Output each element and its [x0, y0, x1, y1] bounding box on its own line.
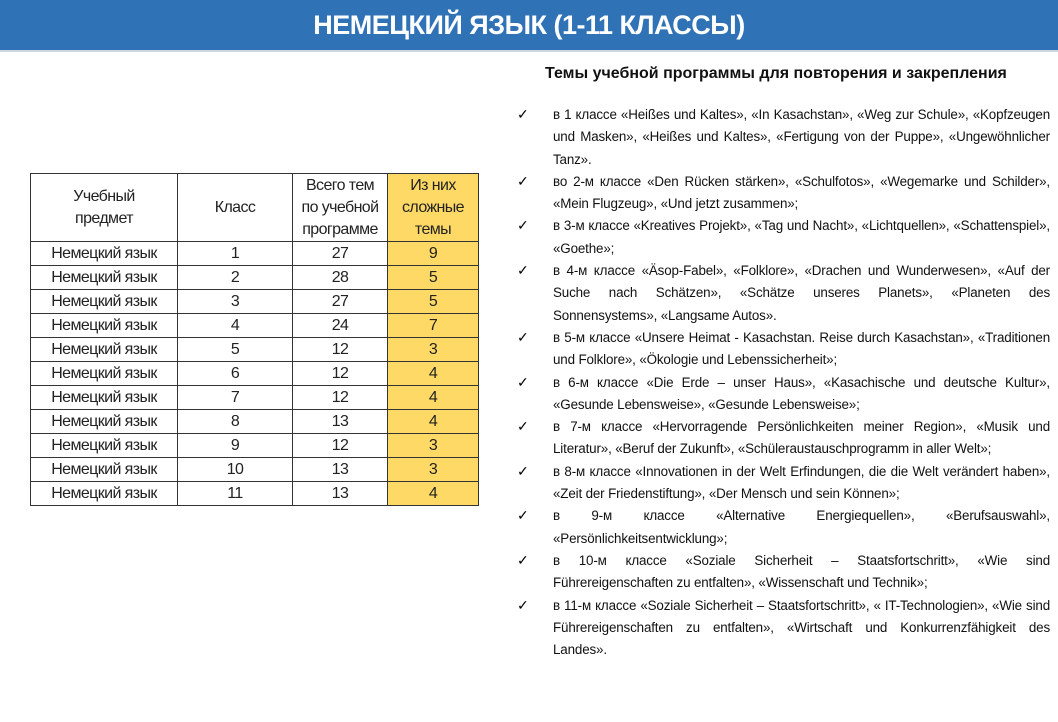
list-item [517, 461, 1050, 506]
cell-total: 24 [293, 314, 388, 338]
check-icon: ✓ [517, 373, 529, 390]
banner-divider [0, 50, 1058, 52]
cell-subject: Немецкий язык [31, 434, 178, 458]
cell-difficult: 4 [388, 410, 479, 434]
list-item [517, 215, 1050, 260]
table-header-row [31, 174, 479, 242]
list-item [517, 171, 1050, 216]
cell-grade: 10 [178, 458, 293, 482]
check-icon: ✓ [517, 262, 529, 279]
list-item-text: в 8-м классе «Innovationen in der Welt Erfindungen, die die Welt verändert haben», «Zeit der Friedenstiftung», «Der Mensch und sein Können»; [553, 463, 1050, 502]
cell-difficult: 4 [388, 482, 479, 506]
list-item-text: в 5-м классе «Unsere Heimat - Kasachstan. Reise durch Kasachstan», «Traditionen und Folklore», «Ökologie und Lebenssicherheit»; [553, 329, 1050, 368]
page-title: НЕМЕЦКИЙ ЯЗЫК (1-11 КЛАССЫ) [313, 9, 745, 40]
cell-total: 27 [293, 242, 388, 266]
list-item [517, 416, 1050, 461]
check-icon: ✓ [517, 106, 529, 122]
check-icon: ✓ [517, 462, 529, 479]
list-item [517, 595, 1050, 662]
list-item-text: в 9-м классе «Alternative Energiequellen», «Berufsauswahl», «Persönlichkeitsentwicklung»; [553, 508, 1050, 546]
list-item-text: в 7-м классе «Hervorragende Persönlichkeiten meiner Region», «Musik und Literatur», «Beruf der Zukunft», «Schüleraustauschprogramm in aller Welt»; [553, 419, 1050, 457]
cell-total: 12 [293, 386, 388, 410]
cell-difficult: 4 [388, 386, 479, 410]
cell-subject: Немецкий язык [31, 362, 178, 386]
table-row [31, 482, 479, 506]
cell-total: 13 [293, 410, 388, 434]
list-item [517, 505, 1050, 550]
table-row [31, 338, 479, 362]
cell-grade: 9 [178, 434, 293, 458]
cell-total: 13 [293, 482, 388, 506]
cell-difficult: 5 [388, 290, 479, 314]
cell-difficult: 5 [388, 266, 479, 290]
list-item-text: в 3-м классе «Kreatives Projekt», «Tag und Nacht», «Lichtquellen», «Schattenspiel», «Goethe»; [553, 218, 1050, 256]
table-row [31, 386, 479, 410]
topics-count-table [30, 173, 479, 506]
table-row [31, 458, 479, 482]
cell-subject: Немецкий язык [31, 458, 178, 482]
cell-difficult: 3 [388, 458, 479, 482]
list-item [517, 372, 1050, 417]
header-subject: Учебный предмет [31, 174, 178, 242]
cell-difficult: 3 [388, 338, 479, 362]
check-icon: ✓ [517, 328, 529, 345]
list-item-text: в 6-м классе «Die Erde – unser Haus», «Kasachische und deutsche Kultur», «Gesunde Lebensweise», «Gesunde Lebensweise»; [553, 374, 1050, 412]
topics-list [517, 104, 1050, 661]
check-icon: ✓ [517, 172, 529, 189]
cell-subject: Немецкий язык [31, 290, 178, 314]
list-item [517, 260, 1050, 327]
title-banner [0, 0, 1058, 50]
list-item [517, 327, 1050, 372]
cell-total: 12 [293, 362, 388, 386]
cell-difficult: 3 [388, 434, 479, 458]
list-item [517, 104, 1050, 171]
table-row [31, 410, 479, 434]
cell-total: 12 [293, 338, 388, 362]
cell-grade: 7 [178, 386, 293, 410]
cell-subject: Немецкий язык [31, 242, 178, 266]
topics-section [517, 62, 1050, 661]
cell-difficult: 9 [388, 242, 479, 266]
cell-total: 13 [293, 458, 388, 482]
list-item [517, 550, 1050, 595]
header-grade: Класс [178, 174, 293, 242]
check-icon: ✓ [517, 507, 529, 524]
check-icon: ✓ [517, 596, 529, 613]
list-item-text: в 11-м классе «Soziale Sicherheit – Staatsfortschritt», « IT-Technologien», «Wie sind Führereigenschaften zu entfalten», «Wirtschaft und Konkurrenzfähigkeit des Landes». [553, 597, 1050, 658]
cell-grade: 8 [178, 410, 293, 434]
cell-total: 12 [293, 434, 388, 458]
table-row [31, 314, 479, 338]
cell-subject: Немецкий язык [31, 386, 178, 410]
cell-grade: 2 [178, 266, 293, 290]
cell-grade: 1 [178, 242, 293, 266]
cell-subject: Немецкий язык [31, 266, 178, 290]
table-row [31, 242, 479, 266]
table-row [31, 266, 479, 290]
list-item-text: во 2-м классе «Den Rücken stärken», «Schulfotos», «Wegemarke und Schilder», «Mein Flugzeug», «Und jetzt zusammen»; [553, 173, 1050, 212]
topics-title: Темы учебной программы для повторения и закрепления [545, 65, 1007, 82]
list-item-text: в 4-м классе «Äsop-Fabel», «Folklore», «Drachen und Wunderwesen», «Auf der Suche nach Schätzen», «Schätze unseres Planets», «Planeten des Sonnensystems», «Langsame Autos». [553, 263, 1050, 323]
header-difficult: Из них сложные темы [388, 174, 479, 242]
list-item-text: в 1 классе «Heißes und Kaltes», «In Kasachstan», «Weg zur Schule», «Kopfzeugen und Masken», «Heißes und Kaltes», «Fertigung von der Puppe», «Ungewöhnlicher Tanz». [553, 107, 1050, 167]
table-row [31, 290, 479, 314]
table-row [31, 434, 479, 458]
cell-total: 28 [293, 266, 388, 290]
cell-grade: 4 [178, 314, 293, 338]
cell-difficult: 4 [388, 362, 479, 386]
check-icon: ✓ [517, 418, 529, 435]
table-row [31, 362, 479, 386]
check-icon: ✓ [517, 551, 529, 568]
list-item-text: в 10-м классе «Soziale Sicherheit – Staatsfortschritt», «Wie sind Führereigenschaften zu entfalten», «Wissenschaft und Technik»; [553, 552, 1050, 591]
cell-difficult: 7 [388, 314, 479, 338]
cell-subject: Немецкий язык [31, 338, 178, 362]
cell-subject: Немецкий язык [31, 410, 178, 434]
cell-grade: 3 [178, 290, 293, 314]
cell-subject: Немецкий язык [31, 482, 178, 506]
header-total: Всего тем по учебной программе [293, 174, 388, 242]
cell-grade: 5 [178, 338, 293, 362]
cell-grade: 6 [178, 362, 293, 386]
cell-subject: Немецкий язык [31, 314, 178, 338]
cell-grade: 11 [178, 482, 293, 506]
cell-total: 27 [293, 290, 388, 314]
check-icon: ✓ [517, 217, 529, 234]
